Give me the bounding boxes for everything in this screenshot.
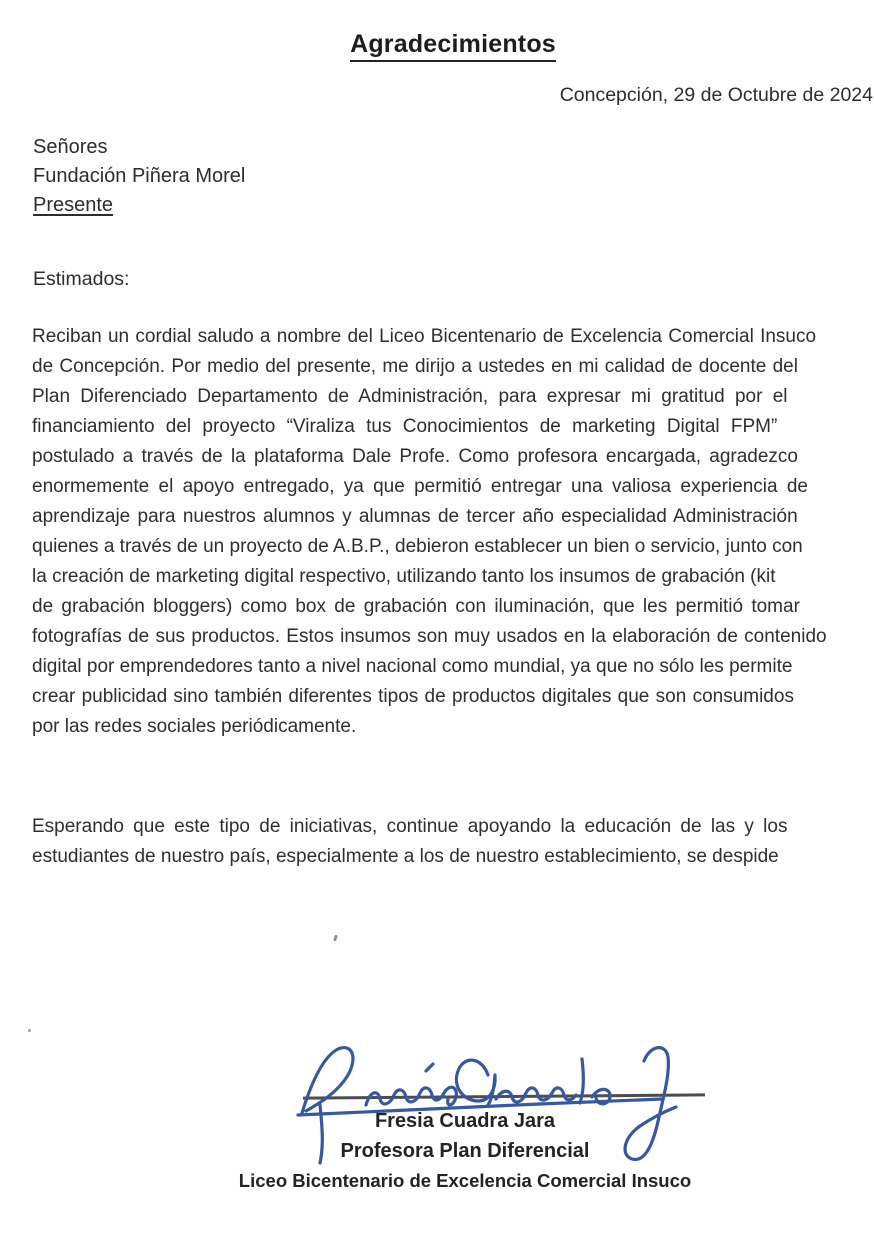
salutation: Estimados: xyxy=(33,268,130,290)
body-line: quienes a través de un proyecto de A.B.P., debieron establecer un bien o servicio, junto con xyxy=(32,536,803,557)
body-line: Esperando que este tipo de iniciativas, continue apoyando la educación de las y los xyxy=(32,816,788,837)
body-line: postulado a través de la plataforma Dale Profe. Como profesora encargada, agradezco xyxy=(32,446,798,467)
body-line: digital por emprendedores tanto a nivel nacional como mundial, ya que no sólo les permite xyxy=(32,656,793,677)
body-line: aprendizaje para nuestros alumnos y alumnas de tercer año especialidad Administración xyxy=(32,506,798,527)
scan-speck xyxy=(333,935,338,942)
signatory-role: Profesora Plan Diferencial xyxy=(340,1140,590,1162)
body-line: de Concepción. Por medio del presente, me dirijo a ustedes en mi calidad de docente del xyxy=(32,356,798,377)
body-line: estudiantes de nuestro país, especialmente a los de nuestro establecimiento, se despide xyxy=(32,846,779,867)
body-line: crear publicidad sino también diferentes tipos de productos digitales que son consumidos xyxy=(32,686,794,707)
body-line: Plan Diferenciado Departamento de Administración, para expresar mi gratitud por el xyxy=(32,386,788,407)
body-line: la creación de marketing digital respectivo, utilizando tanto los insumos de grabación (kit xyxy=(32,566,776,587)
body-line: de grabación bloggers) como box de grabación con iluminación, que les permitió tomar xyxy=(32,596,800,617)
body-paragraph-1 xyxy=(32,322,874,744)
body-line: por las redes sociales periódicamente. xyxy=(32,716,357,737)
scan-speck xyxy=(28,1029,31,1032)
body-line: enormemente el apoyo entregado, ya que permitió entregar una valiosa experiencia de xyxy=(32,476,808,497)
letter-title-row xyxy=(32,30,874,62)
body-line: financiamiento del proyecto “Viraliza tus Conocimientos de marketing Digital FPM” xyxy=(32,416,778,437)
signature-block xyxy=(56,1106,874,1196)
body-paragraph-2 xyxy=(32,812,874,874)
recipient-organization: Fundación Piñera Morel xyxy=(33,165,246,187)
signatory-name: Fresia Cuadra Jara xyxy=(374,1110,556,1132)
body-line: Reciban un cordial saludo a nombre del Liceo Bicentenario de Excelencia Comercial Insuco xyxy=(32,326,817,347)
signatory-institution: Liceo Bicentenario de Excelencia Comercial Insuco xyxy=(238,1170,692,1191)
letter-title: Agradecimientos xyxy=(350,30,556,62)
recipient-block xyxy=(33,133,245,220)
body-line: fotografías de sus productos. Estos insumos son muy usados en la elaboración de contenido xyxy=(32,626,827,647)
recipient-salutation: Señores xyxy=(33,136,108,158)
letter-date: Concepción, 29 de Octubre de 2024 xyxy=(559,84,873,106)
recipient-presente: Presente xyxy=(33,194,114,216)
